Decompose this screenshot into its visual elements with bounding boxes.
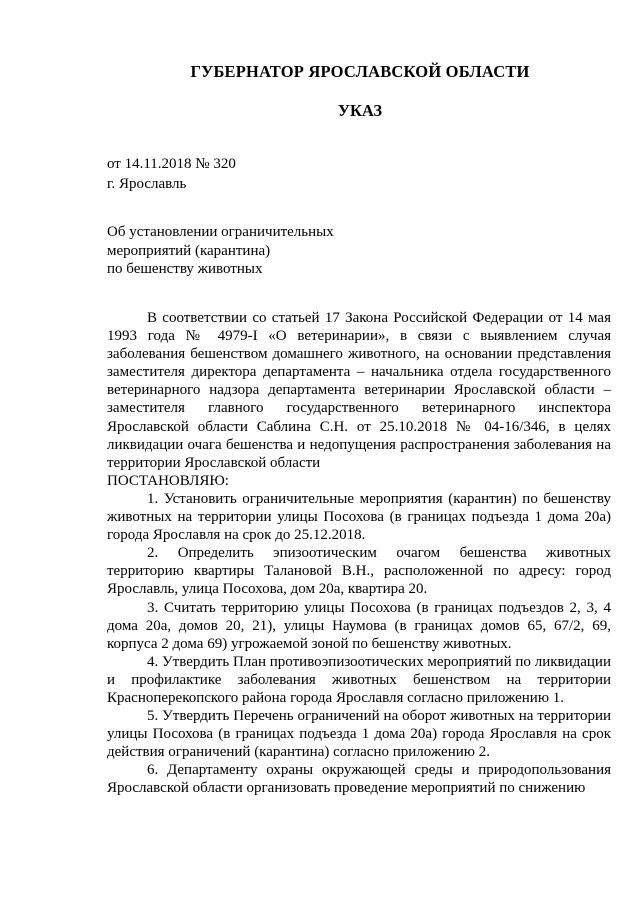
decree-item: 6. Департаменту охраны окружающей среды и природопользования Ярославской области организовать проведение мероприятий по снижению	[107, 762, 611, 797]
decree-item: 1. Установить ограничительные мероприятия (карантин) по бешенству животных на территории улицы Посохова (в границах подъезда 1 дома 20а) города Ярославля на срок до 25.12.2018.	[107, 490, 611, 544]
decree-item: 2. Определить эпизоотическим очагом бешенства животных территорию квартиры Талановой В.Н., расположенной по адресу: город Ярославль, улица Посохова, дом 20а, квартира 20.	[107, 545, 611, 598]
preamble-paragraph: В соответствии со статьей 17 Закона Российской Федерации от 14 мая 1993 года № 4979-I «О ветеринарии», в связи с выявлением случая заболевания бешенством домашнего животного, на основании представления заместителя директора департамента – начальника отдела государственного ветеринарного надзора департамента ветеринарии Ярославской области – заместителя главного государственного ветеринарного инспектора Ярославской области Саблина С.Н. от 25.10.2018 № 04-16/346, в целях ликвидации очага бешенства и недопущения распространения заболевания на территории Ярославской области	[107, 310, 611, 471]
decree-item: 5. Утвердить Перечень ограничений на оборот животных на территории улицы Посохова (в границах подъезда 1 дома 20а) города Ярославля на срок действия ограничений (карантина) согласно приложению 2.	[107, 708, 611, 761]
date-number: от 14.11.2018 № 320	[107, 156, 236, 172]
decree-item: 3. Считать территорию улицы Посохова (в границах подъездов 2, 3, 4 дома 20а, домов 20, 21), улицы Наумова (в границах домов 65, 67/2, 69, корпуса 2 дома 69) угрожаемой зоной по бешенству животных.	[107, 599, 611, 652]
decree-item: 4. Утвердить План противоэпизоотических мероприятий по ликвидации и профилактике заболевания животных бешенством на территории Красноперекопского района города Ярославля согласно приложению 1.	[107, 653, 611, 706]
subject-line: Об установлении ограничительных	[107, 224, 334, 240]
document-subject	[107, 223, 334, 279]
document-meta	[107, 154, 236, 194]
place: г. Ярославль	[107, 176, 187, 192]
subject-line: по бешенству животных	[107, 261, 263, 277]
decree-word: ПОСТАНОВЛЯЮ:	[107, 472, 229, 489]
document-type: УКАЗ	[337, 101, 383, 120]
issuing-authority: ГУБЕРНАТОР ЯРОСЛАВСКОЙ ОБЛАСТИ	[190, 62, 530, 81]
subject-line: мероприятий (карантина)	[107, 242, 271, 259]
document-body	[107, 309, 611, 798]
